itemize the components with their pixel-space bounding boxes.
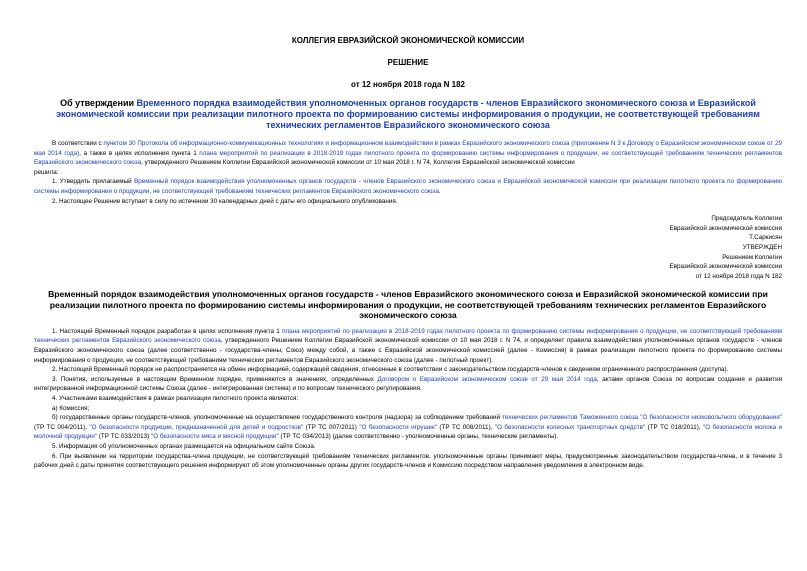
document-date: от 12 ноября 2018 года N 182	[351, 80, 465, 89]
title-prefix: Об утверждении	[60, 98, 137, 108]
decision-1-text-1: 1. Утвердить прилагаемый	[52, 178, 135, 186]
body-4b-text-7: (ТР ТС 034/2013) (далее соответственно - уполномоченные органы, технические регламенты).	[278, 433, 559, 441]
signature-name: Т.Саркисян	[749, 234, 782, 242]
body-3-text-2: , актами органов Союза по вопросам создания и развития интегрированной информационной системы Союза (далее - интегрированная система) и по вопросам технического регулирования.	[34, 375, 782, 393]
decision-item-1	[34, 177, 782, 196]
preamble-text-3: , утвержденного Решением Коллегии Евразийской экономической комиссии от 10 мая 2018 г. N 74, Коллегия Евразийской экономической комиссии	[141, 159, 575, 167]
approved-stamp: УТВЕРЖДЕН	[742, 243, 782, 251]
regulation-007-link[interactable]: "О безопасности продукции, предназначенной для детей и подростков"	[89, 423, 304, 431]
decision-item-2: 2. Настоящее Решение вступает в силу по истечении 30 календарных дней с даты его официального опубликования.	[52, 197, 398, 205]
title-link[interactable]: Временного порядка взаимодействия уполномоченных органов государств - членов Евразийского экономического союза и Евразийской экономической комиссии при реализации пилотного проекта по формированию системы информирования о продукции, не соответствующей требованиям технических регламентов Евразийского экономического союза	[56, 98, 760, 130]
procedure-link[interactable]: Временный порядок взаимодействия уполномоченных органов государств - членов Евразийского экономического союза и Евразийской экономической комиссии при реализации пилотного проекта по формированию системы информирования о продукции, не соответствующей требованиям технических регламентов Евразийского экономического союза	[34, 178, 782, 195]
signature-position: Председатель Коллегии	[711, 215, 782, 223]
protocol-link[interactable]: пунктом 30 Протокола об информационно-коммуникационных технологиях и информационном взаимодействии в рамках Евразийского экономического союза (приложение N 3 к Договору о Евразийском экономическом союзе от 29 мая 2014 года)	[34, 140, 782, 157]
regulation-033-link[interactable]: "О безопасности молока и молочной продукции"	[34, 423, 783, 441]
body-4b-text-3: (ТР ТС 007/2011)	[303, 423, 360, 431]
regulation-034-link[interactable]: "О безопасности мяса и мясной продукции"	[150, 433, 279, 441]
approved-date: от 12 ноября 2018 года N 182	[695, 272, 782, 280]
body-item-1	[34, 327, 782, 365]
body-1-text-2: , утвержденного Решением Коллегии Евразийской экономической комиссии от 10 мая 2018 г. N 74, и определяет правила взаимодействия уполномоченных органов государств - членов Евразийского экономического союза (далее соответственно - государства-члены, Союз) между собой, а также с Евразийской экономической комиссией (далее - Комиссия) в рамках реализации пилотного проекта по формированию системы информирования о продукции, не соответствующей требованиям технических регламентов Евразийского экономического союза (далее - пилотный проект).	[34, 337, 782, 364]
body-item-4b	[34, 413, 782, 442]
annex-title: Временный порядок взаимодействия уполномоченных органов государств - членов Евразийского экономического союза и Евразийской экономической комиссии при реализации пилотного проекта по формированию системы информирования о продукции, не соответствующей требованиям технических регламентов Евразийского экономического союза	[48, 289, 768, 321]
plan-link[interactable]: плана мероприятий по реализации в 2018-2019 годах пилотного проекта по формированию системы информирования о продукции, не соответствующей требованиям технических регламентов Евразийского экономического союза	[34, 149, 783, 167]
regulation-008-link[interactable]: "О безопасности игрушек"	[359, 423, 438, 431]
body-item-5: 5. Информация об уполномоченных органах размещается на официальном сайте Союза.	[52, 442, 316, 450]
body-4b-text-6: (ТР ТС 033/2013)	[97, 433, 151, 441]
signature-block	[34, 214, 782, 281]
preamble-text-2: , а также в целях исполнения пункта 1	[79, 149, 200, 157]
document-type: РЕШЕНИЕ	[387, 58, 429, 67]
document-title	[44, 98, 772, 131]
body-1-text-1: 1. Настоящий Временный порядок разработан в целях исполнения пункта 1	[52, 327, 283, 335]
treaty-link[interactable]: Договором о Евразийском экономическом союзе от 29 мая 2014 года	[377, 375, 597, 383]
body-item-3	[34, 375, 782, 394]
body-4b-text-4: (ТР ТС 008/2011),	[437, 423, 495, 431]
preamble-text-1: В соответствии с	[52, 140, 104, 147]
decision-1-text-2: .	[438, 187, 441, 195]
body-3-text-1: 3. Понятия, используемые в настоящем Временном порядке, применяются в значениях, определенных	[52, 375, 378, 383]
body-4b-text-2: (ТР ТС 004/2011),	[34, 423, 90, 431]
body-item-4: 4. Участниками взаимодействия в рамках реализации пилотного проекта являются:	[52, 394, 299, 402]
body-4b-text-1: б) государственные органы государств-членов, уполномоченные на осуществление государственного контроля (надзора) за соблюдением требований	[52, 414, 503, 422]
body-item-6: 6. При выявлении на территории государства-члена продукции, не соответствующей требованиям технических регламентов, уполномоченные органы принимают меры, предусмотренные законодательством государства-члена, и в течение 3 рабочих дней с даты принятия соответствующего решения информируют об этом уполномоченные органы других государств-членов и Комиссию посредством направления уведомления в электронном виде.	[34, 452, 782, 470]
body-item-4a: а) Комиссия;	[52, 404, 90, 412]
decided-label: решила:	[34, 168, 59, 176]
approved-organization: Евразийской экономической комиссии	[669, 263, 782, 271]
issuing-body: КОЛЛЕГИЯ ЕВРАЗИЙСКОЙ ЭКОНОМИЧЕСКОЙ КОМИССИИ	[291, 36, 525, 45]
preamble-paragraph	[34, 139, 782, 168]
signature-organization: Евразийской экономической комиссии	[669, 224, 782, 232]
approved-by: Решением Коллегии	[722, 253, 782, 261]
body-plan-link[interactable]: плана мероприятий по реализации в 2018-2019 годах пилотного проекта по формированию системы информирования о продукции, не соответствующей требованиям технических регламентов Евразийского экономического союза	[34, 327, 782, 345]
body-item-2: 2. Настоящий Временный порядок не распространяется на обмен информацией, содержащей сведения, отнесенные в соответствии с законодательством государств-членов к сведениям ограниченного распространения (доступа).	[52, 366, 729, 374]
regulation-004-link[interactable]: технических регламентов Таможенного союза "О безопасности низковольтного оборудования"	[502, 414, 782, 422]
body-4b-text-5: (ТР ТС 018/2011),	[645, 423, 703, 431]
regulation-018-link[interactable]: "О безопасности колесных транспортных средств"	[494, 423, 646, 431]
